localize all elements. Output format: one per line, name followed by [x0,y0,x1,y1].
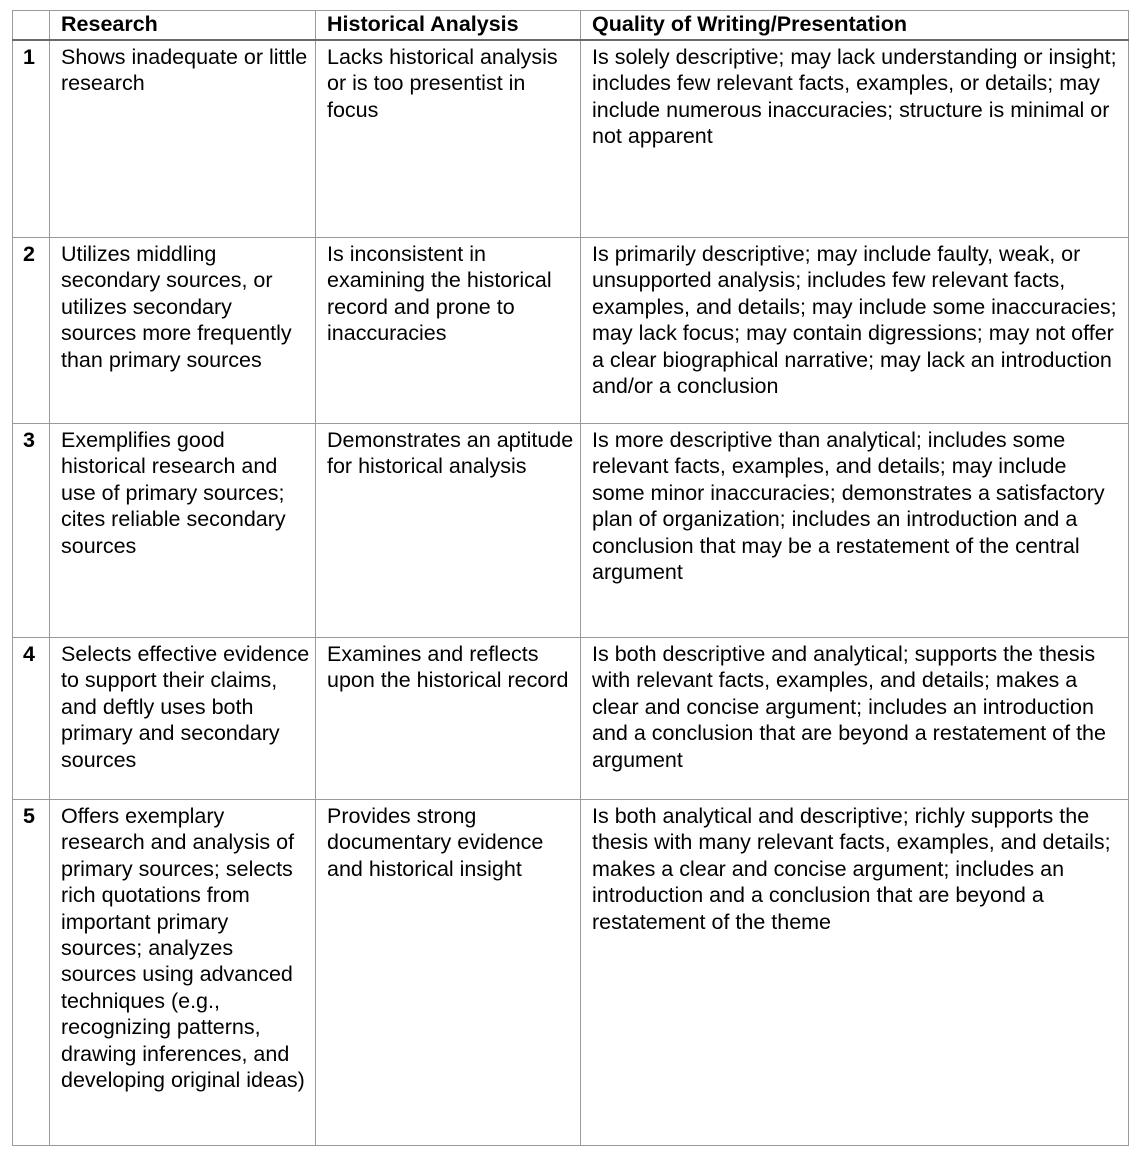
research-cell: Utilizes middling secondary sources, or utilizes secondary sources more frequently than primary sources [50,238,316,424]
research-cell: Selects effective evidence to support their claims, and deftly uses both primary and secondary sources [50,638,316,800]
research-cell: Exemplifies good historical research and use of primary sources; cites reliable secondary sources [50,424,316,638]
header-num [13,11,50,41]
header-row [13,11,1129,41]
header-historical-analysis: Historical Analysis [316,11,581,41]
quality-cell: Is both analytical and descriptive; richly supports the thesis with many relevant facts, examples, and details; makes a clear and concise argument; includes an introduction and a conclusion that are beyond a restatement of the theme [581,800,1129,1146]
table-row [13,40,1129,238]
rubric-table [12,10,1129,1146]
table-row [13,238,1129,424]
row-number: 2 [13,238,50,424]
historical-analysis-cell: Lacks historical analysis or is too presentist in focus [316,40,581,238]
quality-cell: Is more descriptive than analytical; includes some relevant facts, examples, and details; may include some minor inaccuracies; demonstrates a satisfactory plan of organization; includes an introduction and a conclusion that may be a restatement of the central argument [581,424,1129,638]
row-number: 3 [13,424,50,638]
row-number: 4 [13,638,50,800]
header-quality: Quality of Writing/Presentation [581,11,1129,41]
historical-analysis-cell: Is inconsistent in examining the historical record and prone to inaccuracies [316,238,581,424]
quality-cell: Is solely descriptive; may lack understanding or insight; includes few relevant facts, examples, or details; may include numerous inaccuracies; structure is minimal or not apparent [581,40,1129,238]
research-cell: Offers exemplary research and analysis of primary sources; selects rich quotations from important primary sources; analyzes sources using advanced techniques (e.g., recognizing patterns, drawing inferences, and developing original ideas) [50,800,316,1146]
research-cell: Shows inadequate or little research [50,40,316,238]
quality-cell: Is primarily descriptive; may include faulty, weak, or unsupported analysis; includes few relevant facts, examples, and details; may include some inaccuracies; may lack focus; may contain digressions; may not offer a clear biographical narrative; may lack an introduction and/or a conclusion [581,238,1129,424]
header-research: Research [50,11,316,41]
row-number: 1 [13,40,50,238]
table-row [13,800,1129,1146]
historical-analysis-cell: Demonstrates an aptitude for historical analysis [316,424,581,638]
historical-analysis-cell: Examines and reflects upon the historical record [316,638,581,800]
table-row [13,424,1129,638]
row-number: 5 [13,800,50,1146]
table-row [13,638,1129,800]
historical-analysis-cell: Provides strong documentary evidence and historical insight [316,800,581,1146]
quality-cell: Is both descriptive and analytical; supports the thesis with relevant facts, examples, and details; makes a clear and concise argument; includes an introduction and a conclusion that are beyond a restatement of the argument [581,638,1129,800]
